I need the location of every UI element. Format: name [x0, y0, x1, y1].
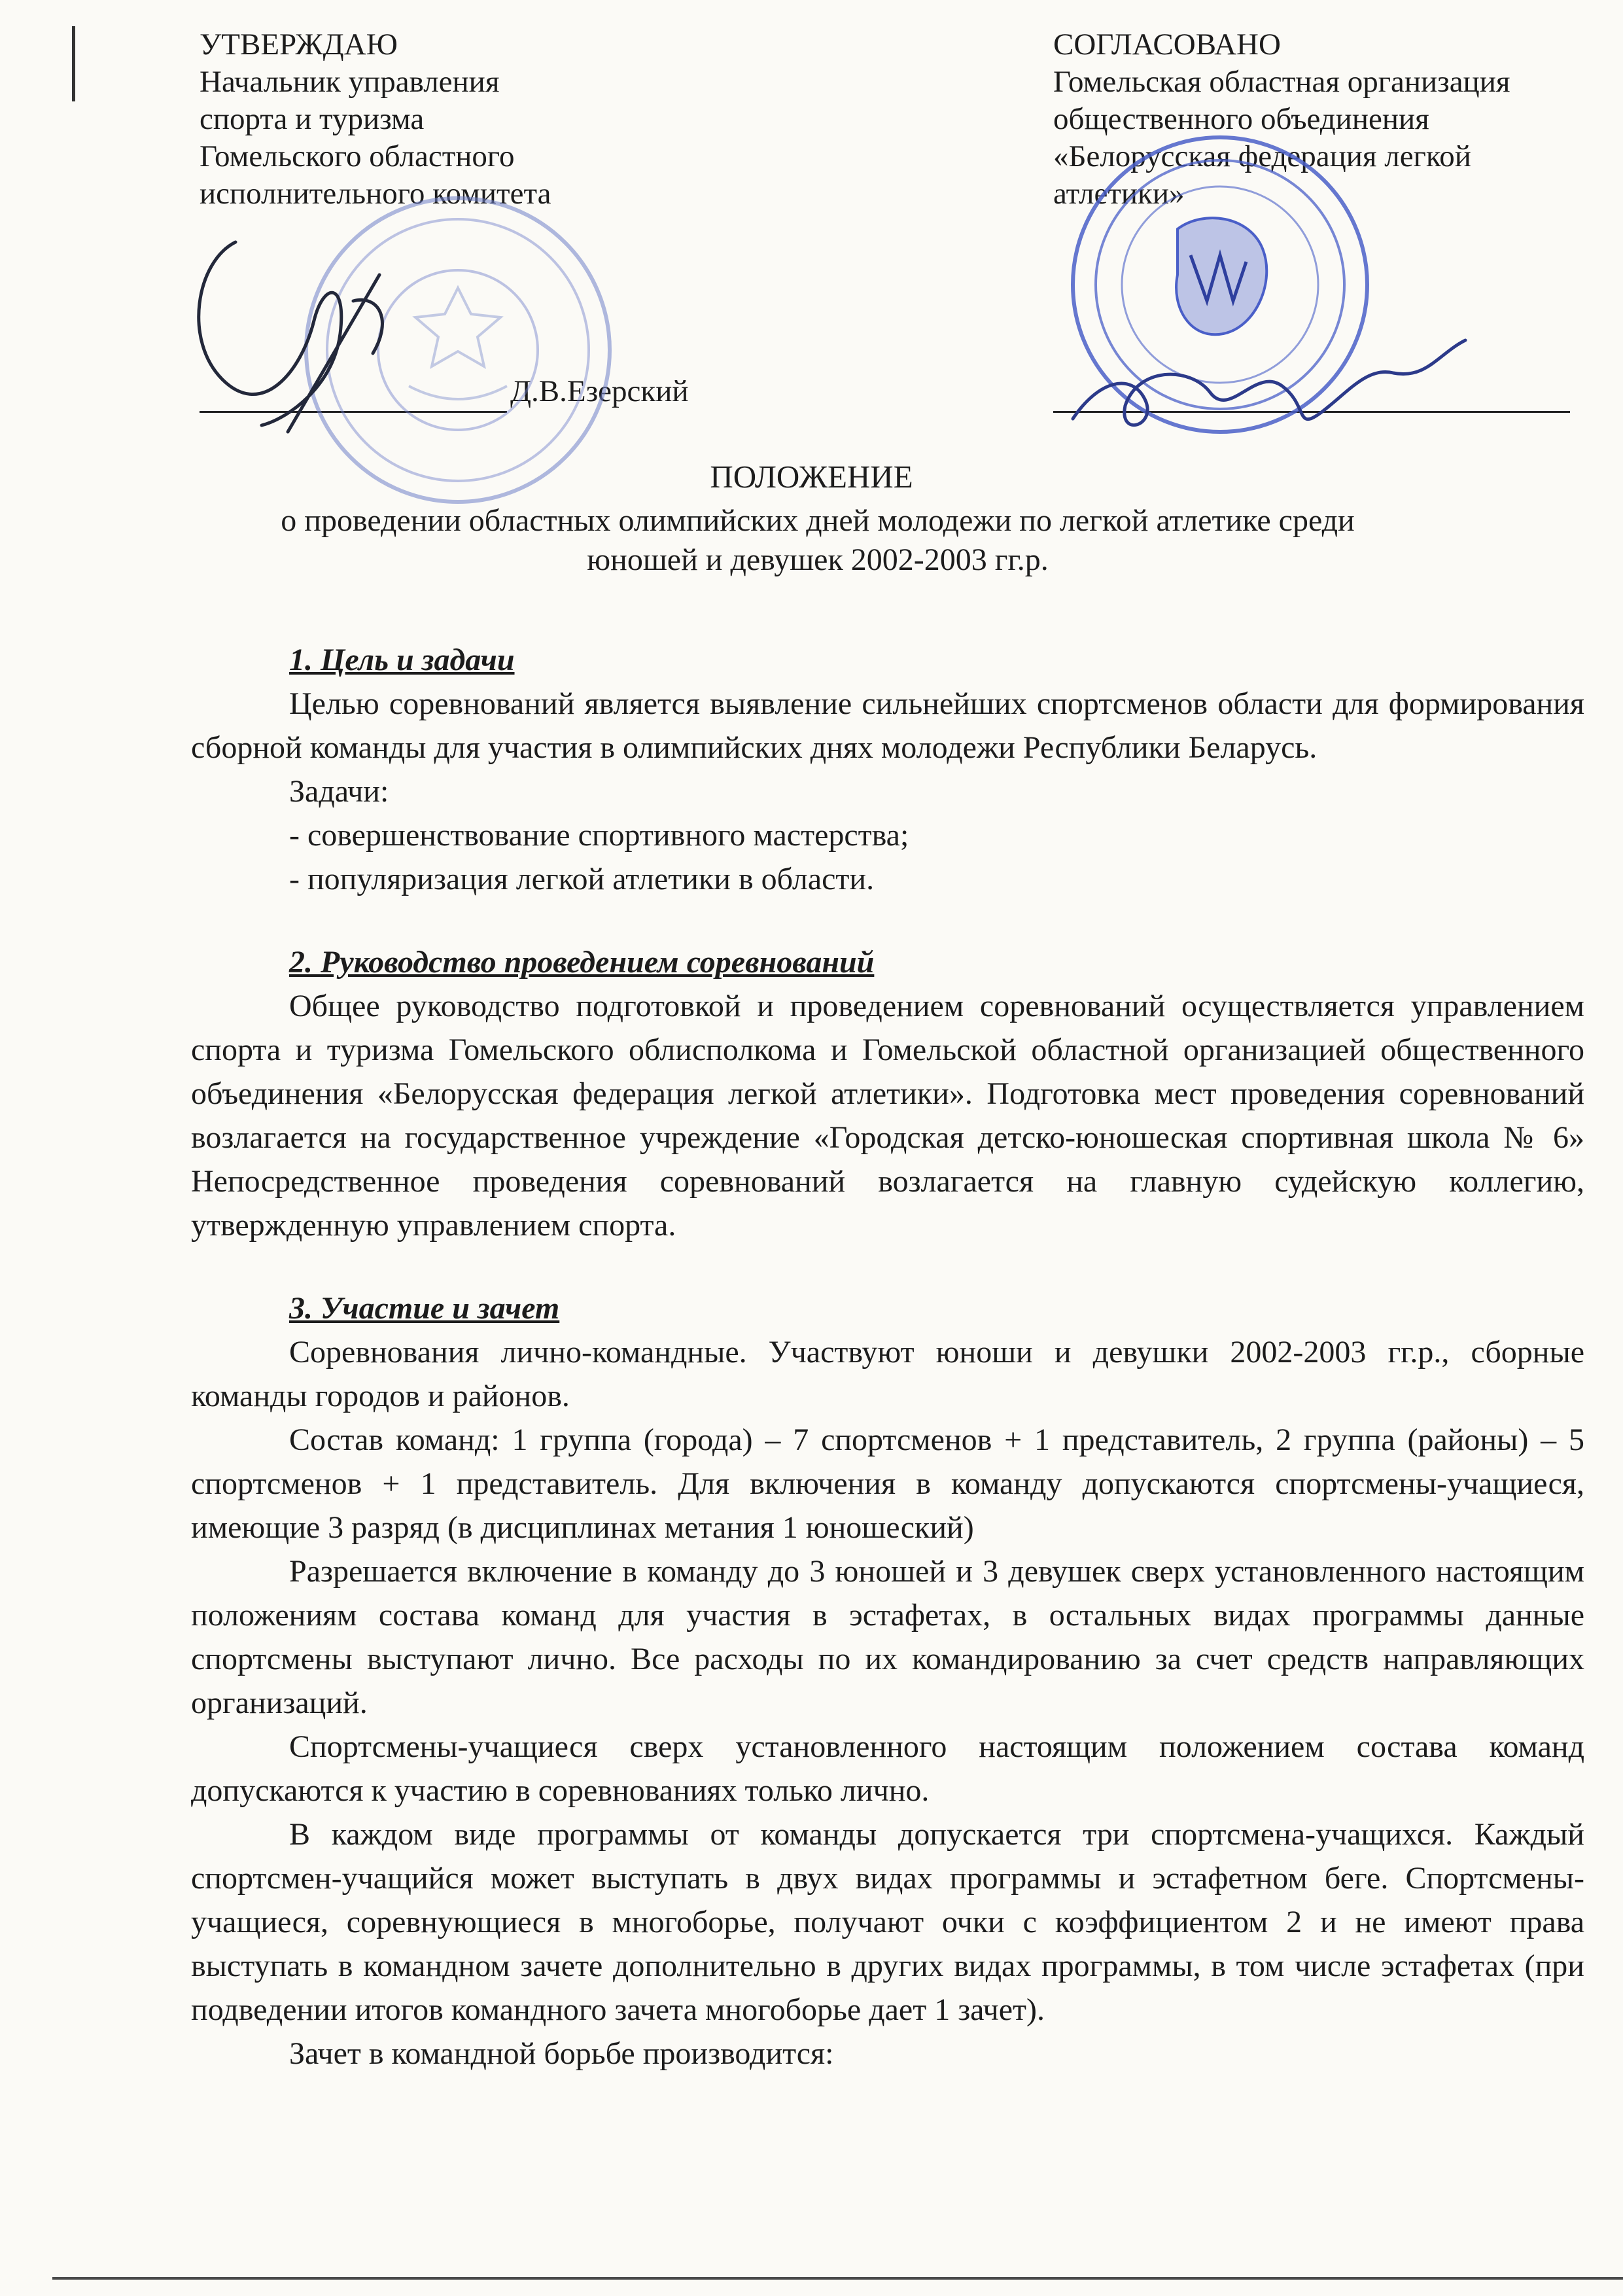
paragraph: Целью соревнований является выявление сильнейших спортсменов области для формирования сборной команды для участия в олимпийских днях молодежи Республики Беларусь.: [191, 686, 1584, 765]
subtitle-line: юношей и девушек 2002-2003 гг.р.: [587, 542, 1049, 577]
section-heading: 3. Участие и зачет: [289, 1291, 560, 1326]
approval-heading: УТВЕРЖДАЮ: [200, 27, 398, 62]
signature-scribble-left: [183, 222, 497, 438]
approval-line: Гомельского областного: [200, 139, 515, 173]
signatory-name: Д.В.Езерский: [510, 374, 689, 408]
approval-line: Начальник управления: [200, 65, 500, 99]
subtitle-line: о проведении областных олимпийских дней молодежи по легкой атлетике среди: [281, 503, 1355, 538]
list-item: - совершенствование спортивного мастерства;: [289, 818, 909, 853]
paragraph: В каждом виде программы от команды допускается три спортсмена-учащихся. Каждый спортсмен-учащийся может выступать в двух видах программы и эстафетном беге. Спортсмены-учащиеся, соревнующиеся в многоборье, получают очки с коэффициентом 2 и не имеют права выступать в командном зачете дополнительно в других видах программы, в том числе эстафетах (при подведении итогов командного зачета многоборье дает 1 зачет).: [191, 1817, 1584, 2027]
approval-line: общественного объединения: [1053, 102, 1429, 136]
approval-line: исполнительного комитета: [200, 177, 551, 211]
section-heading: 1. Цель и задачи: [289, 643, 515, 677]
approval-line: атлетики»: [1053, 177, 1185, 211]
document-title: ПОЛОЖЕНИЕ: [710, 459, 913, 495]
paragraph: Зачет в командной борьбе производится:: [289, 2036, 834, 2071]
paragraph: Общее руководство подготовкой и проведением соревнований осуществляется управлением спорта и туризма Гомельского облисполкома и Гомельской областной организацией общественного объединения «Белорусская федерация легкой атлетики». Подготовка мест проведения соревнований возлагается на государственное учреждение «Городская детско-юношеская спортивная школа № 6» Непосредственное проведения соревнований возлагается на главную судейскую коллегию, утвержденную управлением спорта.: [191, 989, 1584, 1243]
paragraph: Разрешается включение в команду до 3 юношей и 3 девушек сверх установленного настоящим положениям состава команд для участия в эстафетах, в остальных видах программы данные спортсмены выступают лично. Все расходы по их командированию за счет средств направляющих организаций.: [191, 1554, 1584, 1720]
approval-heading: СОГЛАСОВАНО: [1053, 27, 1281, 62]
approval-line: спорта и туризма: [200, 102, 425, 136]
section-heading: 2. Руководство проведением соревнований: [289, 945, 875, 980]
approval-line: «Белорусская федерация легкой: [1053, 139, 1471, 173]
list-item: - популяризация легкой атлетики в области.: [289, 862, 875, 896]
paragraph: Состав команд: 1 группа (города) – 7 спортсменов + 1 представитель, 2 группа (районы) – 5 спортсменов + 1 представитель. Для включения в команду допускаются спортсмены-учащиеся, имеющие 3 разряд (в дисциплинах метания 1 юношеский): [191, 1422, 1584, 1545]
approval-block-left: [200, 26, 788, 213]
paragraph: Соревнования лично-командные. Участвуют юноши и девушки 2002-2003 гг.р., сборные команды городов и районов.: [191, 1335, 1584, 1413]
page-bottom-edge: [52, 2277, 1623, 2280]
paragraph: Задачи:: [289, 774, 389, 809]
paragraph: Спортсмены-учащиеся сверх установленного настоящим положением состава команд допускаются к участию в соревнованиях только лично.: [191, 1729, 1584, 1808]
document-body: [191, 638, 1584, 2075]
document-subtitle: [157, 501, 1478, 580]
approval-line: Гомельская областная организация: [1053, 65, 1510, 99]
signature-scribble-right: [1060, 327, 1478, 458]
page-edge-mark: [72, 26, 75, 101]
